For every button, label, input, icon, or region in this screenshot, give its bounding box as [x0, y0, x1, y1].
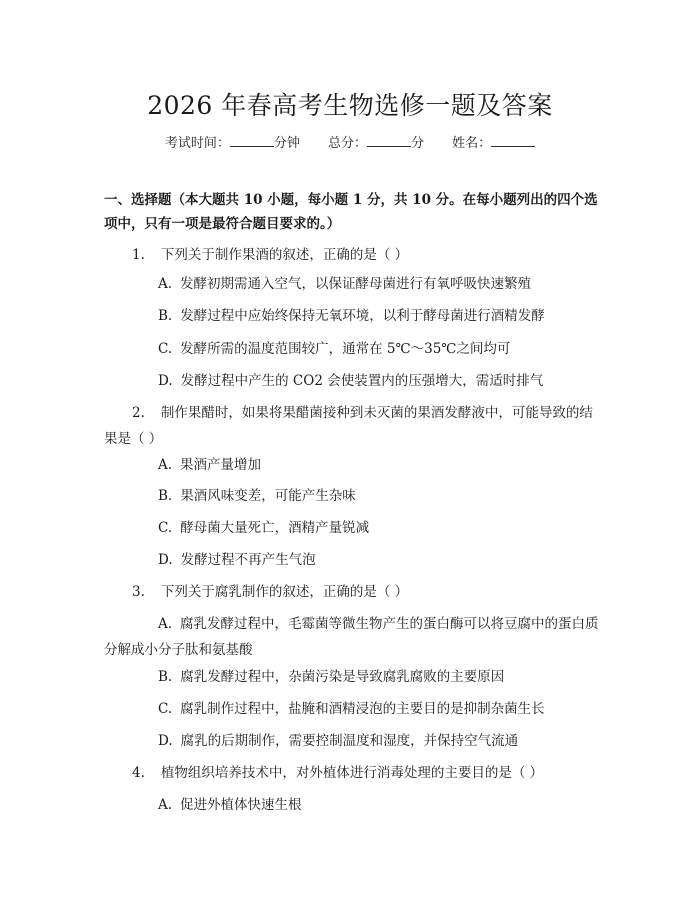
exam-info-line [0, 132, 700, 151]
score-blank[interactable] [367, 134, 411, 147]
option-letter: A. [158, 457, 173, 473]
option-letter: C. [158, 520, 173, 536]
option-text: 促进外植体快速生根 [180, 797, 302, 813]
question-1-option-c[interactable] [104, 336, 604, 362]
exam-time-label: 考试时间： [164, 136, 230, 151]
option-text: 果酒产量增加 [180, 457, 262, 473]
score-unit: 分 [411, 136, 425, 151]
question-3-option-c[interactable] [104, 696, 604, 722]
name-field [452, 132, 535, 151]
question-4 [104, 760, 604, 786]
page-title: 2026 年春高考生物选修一题及答案 [147, 91, 553, 120]
question-1-option-b[interactable] [104, 303, 604, 329]
option-letter: D. [158, 373, 173, 389]
option-text: 发酵过程中应始终保持无氧环境，以利于酵母菌进行酒精发酵 [180, 308, 545, 324]
question-stem: 下列关于腐乳制作的叙述，正确的是（ ） [160, 584, 409, 600]
option-text: 果酒风味变差，可能产生杂味 [180, 488, 356, 504]
option-text: 发酵过程不再产生气泡 [180, 552, 316, 568]
question-number: 3. [132, 584, 145, 600]
question-2-option-c[interactable] [104, 515, 604, 541]
name-blank[interactable] [491, 134, 535, 147]
option-letter: A. [158, 616, 173, 632]
score-field [328, 132, 424, 151]
question-1 [104, 242, 604, 268]
option-letter: B. [158, 669, 173, 685]
question-stem: 制作果醋时，如果将果醋菌接种到未灭菌的果酒发酵液中，可能导致的结果是（ ） [104, 405, 593, 447]
question-3-option-d[interactable] [104, 728, 604, 754]
question-stem: 下列关于制作果酒的叙述，正确的是（ ） [160, 247, 409, 263]
question-3 [104, 579, 604, 605]
score-label: 总分： [327, 136, 367, 151]
question-1-option-a[interactable] [104, 271, 604, 297]
question-1-option-d[interactable] [104, 368, 604, 394]
option-letter: A. [158, 276, 173, 292]
question-number: 1. [132, 247, 145, 263]
option-letter: D. [158, 733, 173, 749]
option-text: 发酵所需的温度范围较广，通常在 5℃～35℃之间均可 [180, 341, 511, 357]
question-number: 4. [132, 765, 145, 781]
question-2-option-d[interactable] [104, 547, 604, 573]
question-2-option-a[interactable] [104, 452, 604, 478]
option-letter: D. [158, 552, 173, 568]
exam-time-unit: 分钟 [273, 136, 300, 151]
name-label: 姓名： [452, 136, 492, 151]
option-text: 腐乳发酵过程中，毛霉菌等微生物产生的蛋白酶可以将豆腐中的蛋白质分解成小分子肽和氨基酸 [104, 616, 599, 658]
option-letter: C. [158, 341, 173, 357]
question-2-option-b[interactable] [104, 483, 604, 509]
option-text: 发酵过程中产生的 CO2 会使装置内的压强增大，需适时排气 [180, 373, 544, 389]
question-stem: 植物组织培养技术中，对外植体进行消毒处理的主要目的是（ ） [160, 765, 544, 781]
question-2 [104, 400, 604, 452]
question-3-option-b[interactable] [104, 664, 604, 690]
exam-time-field [165, 132, 300, 151]
option-text: 腐乳的后期制作，需要控制温度和湿度，并保持空气流通 [180, 733, 519, 749]
section-heading: 一、选择题（本大题共 10 小题，每小题 1 分，共 10 分。在每小题列出的四个选项中，只有一项是最符合题目要求的。） [104, 192, 598, 232]
option-letter: A. [158, 797, 173, 813]
option-text: 腐乳发酵过程中，杂菌污染是导致腐乳腐败的主要原因 [180, 669, 505, 685]
option-text: 酵母菌大量死亡，酒精产量锐减 [180, 520, 370, 536]
option-letter: B. [158, 488, 173, 504]
exam-time-blank[interactable] [230, 134, 274, 147]
question-4-option-a[interactable] [104, 792, 604, 818]
question-number: 2. [132, 405, 145, 421]
option-text: 发酵初期需通入空气，以保证酵母菌进行有氧呼吸快速繁殖 [180, 276, 532, 292]
option-letter: B. [158, 308, 173, 324]
option-text: 腐乳制作过程中，盐腌和酒精浸泡的主要目的是抑制杂菌生长 [180, 701, 545, 717]
option-letter: C. [158, 701, 173, 717]
question-3-option-a[interactable] [104, 611, 604, 663]
